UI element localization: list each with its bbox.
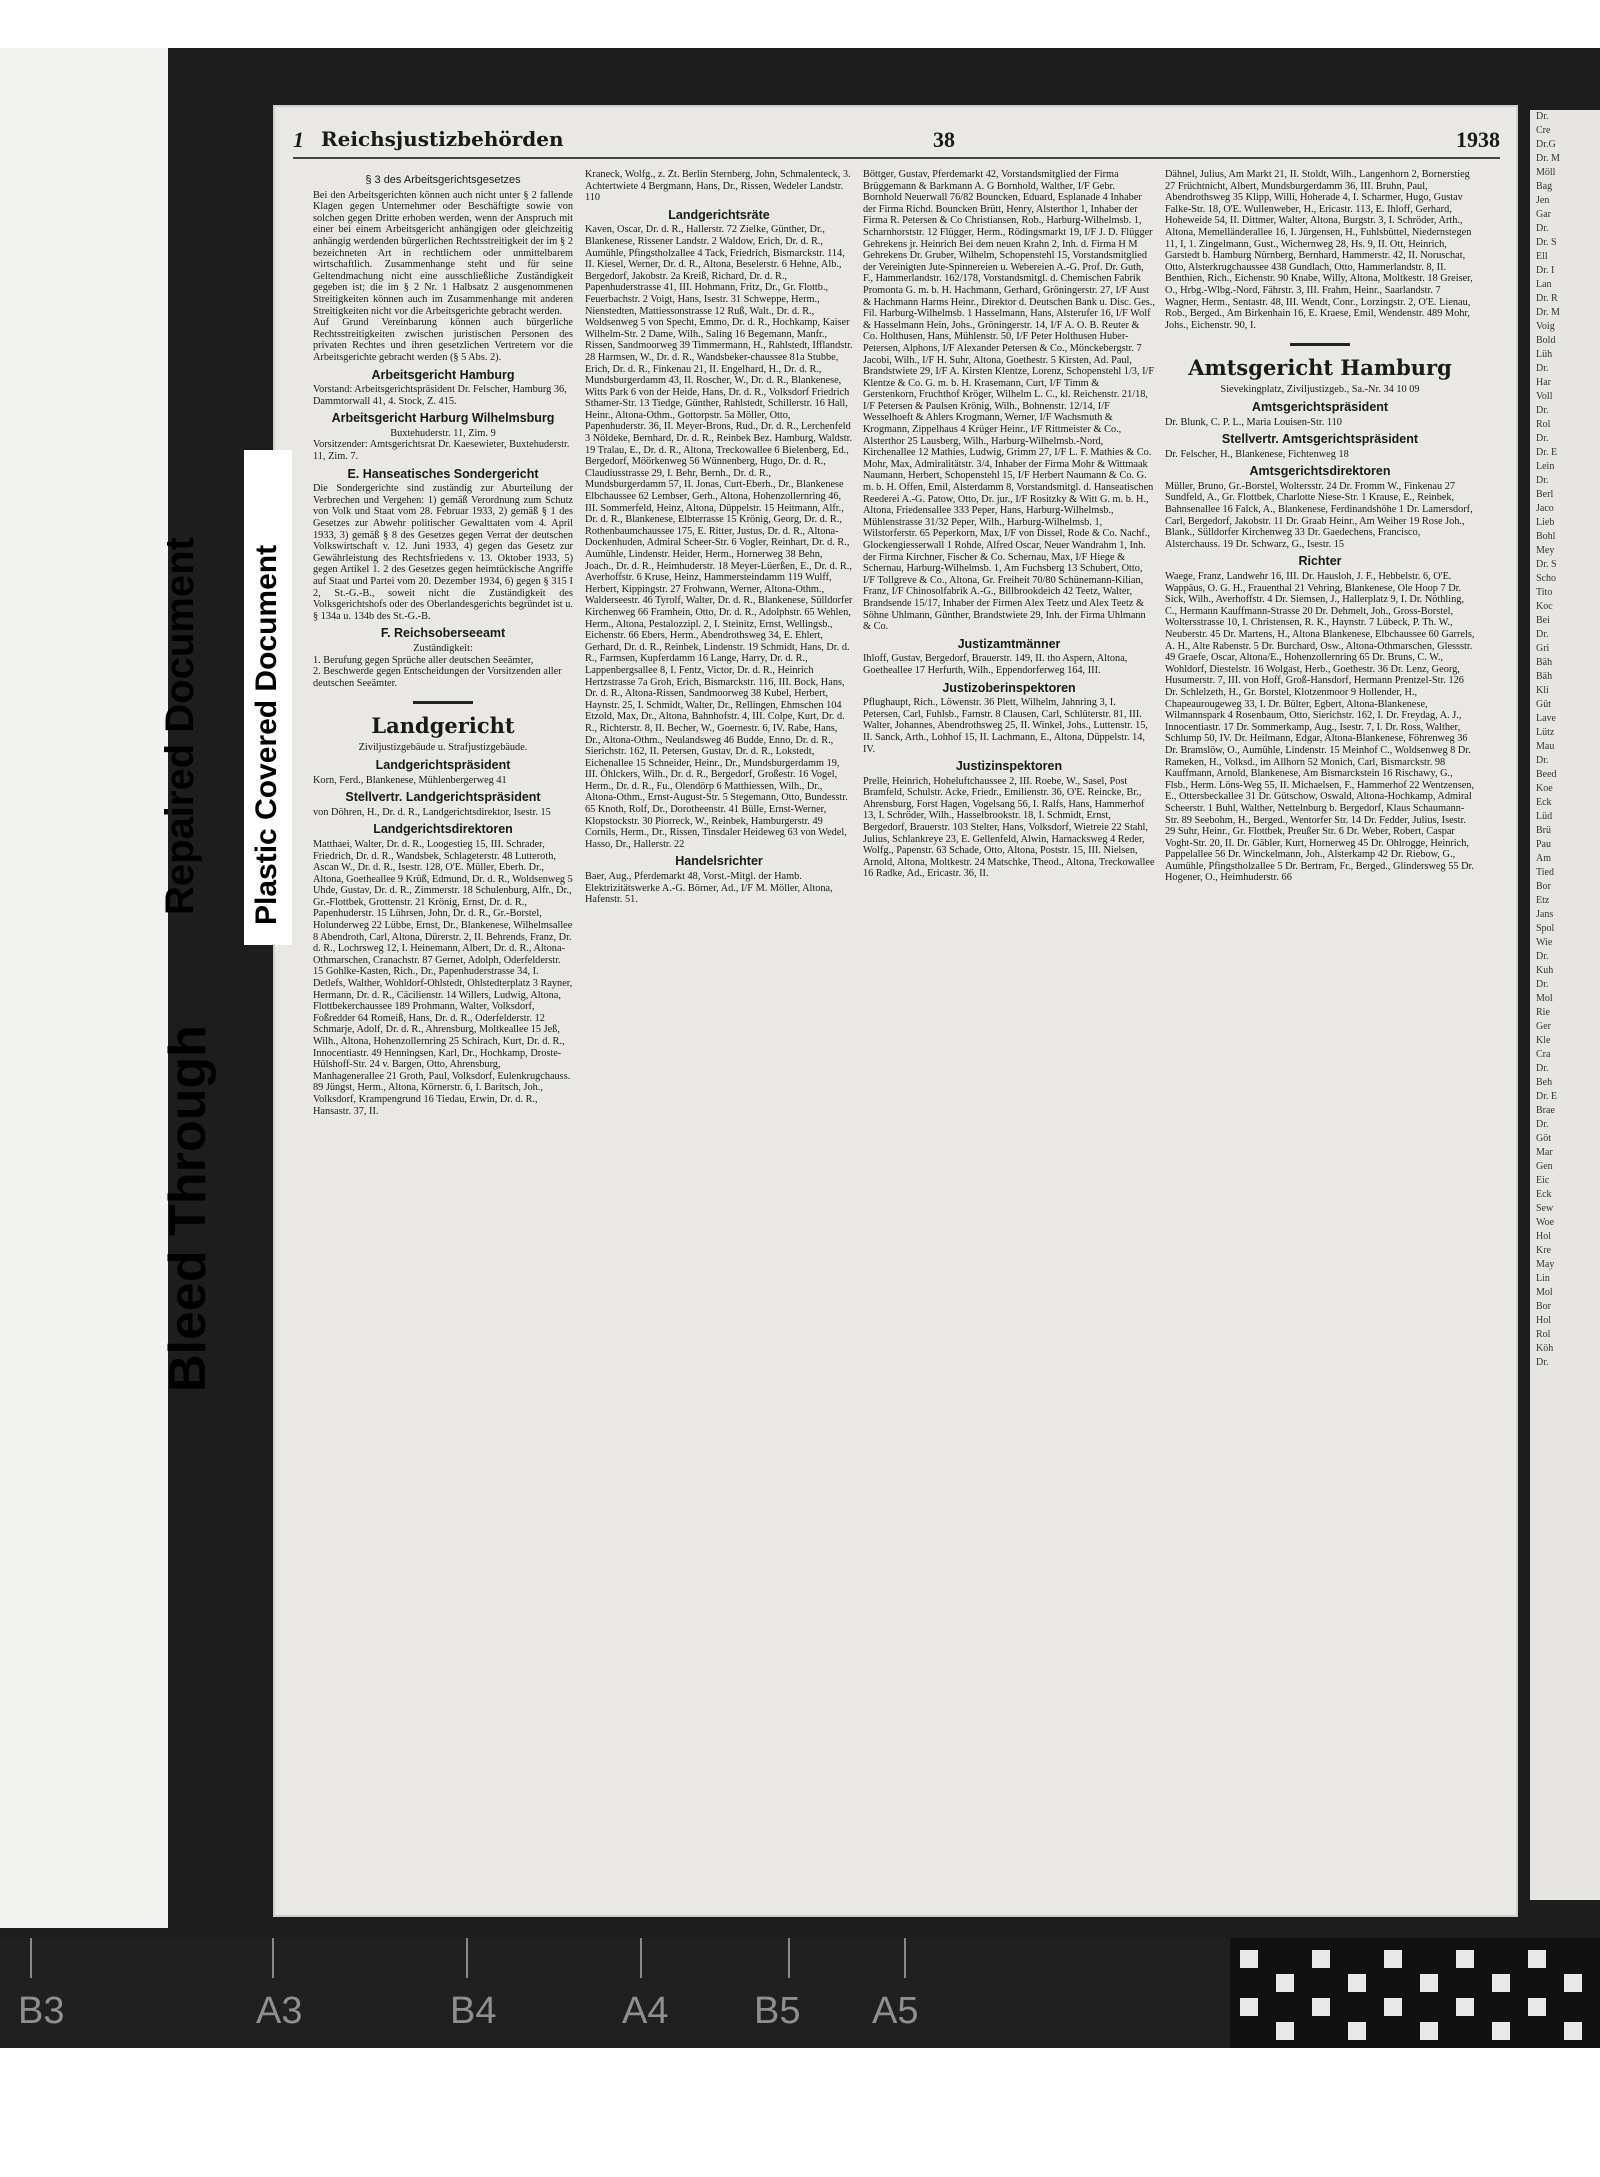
adjacent-page-text: Rie <box>1536 1007 1550 1018</box>
adjacent-page-text: Dr. <box>1536 1357 1549 1368</box>
subheading: Zuständigkeit: <box>413 642 473 654</box>
entry: Dr. Felscher, H., Blankenese, Fichtenweg 18 <box>1165 448 1349 460</box>
adjacent-page-text: Dr. <box>1536 475 1549 486</box>
section-heading: Amtsgerichtsdirektoren <box>1249 464 1391 479</box>
adjacent-page-text: Beh <box>1536 1077 1553 1088</box>
paragraph: Bei den Arbeitsgerichten können auch nicht unter § 2 fallende Klagen gegen Unternehmer oder Beschäftigte sowie von solchen gegen Dritte erhoben werden, wenn der Anspruch mit einer bei einem Arbeitsgericht anhängigen oder gleichzeitig anhängig werdenden bürgerlichen Rechtsstreitigkeit der im § 2 bezeichneten Art in rechtlichem oder unmittelbarem wirtschaftlich. Zusammenhange steht und für seine Geltendmachung nicht eine ausschließliche Zuständigkeit gegeben ist; die im § 2 Nr. 1 Halbsatz 2 ausgenommenen Streitigkeiten können auch im Zusammenhange mit anderen Streitigkeiten nicht vor die Arbeitsgerichte gebracht werden. <box>313 189 573 317</box>
adjacent-page-text: Ger <box>1536 1021 1551 1032</box>
section-heading: § 3 des Arbeitsgerichtsgesetzes <box>365 174 521 186</box>
divider <box>413 701 473 704</box>
adjacent-page-text: Koe <box>1536 783 1553 794</box>
adjacent-page-text: Dr. S <box>1536 559 1557 570</box>
address-line: Buxtehuderstr. 11, Zim. 9 <box>390 427 496 439</box>
calibration-square <box>1492 1974 1510 1992</box>
adjacent-page-text: Göt <box>1536 1133 1551 1144</box>
calibration-square <box>1240 1998 1258 2016</box>
year: 1938 <box>1456 127 1500 152</box>
adjacent-page-text: Bor <box>1536 1301 1551 1312</box>
adjacent-page-text: Dr. M <box>1536 153 1560 164</box>
calibration-square <box>1348 1974 1366 1992</box>
section-heading: E. Hanseatisches Sondergericht <box>347 466 539 481</box>
section-heading: Landgerichtsräte <box>668 207 770 222</box>
adjacent-page-text: Dr. <box>1536 223 1549 234</box>
section-heading: F. Reichsoberseeamt <box>380 626 506 641</box>
calibration-square <box>1420 1974 1438 1992</box>
adjacent-page-text: Kle <box>1536 1035 1551 1046</box>
adjacent-page-text: Eck <box>1536 797 1552 808</box>
page-title: Reichsjustizbehörden <box>321 127 564 151</box>
entry: von Döhren, H., Dr. d. R., Landgerichtsdirektor, Isestr. 15 <box>313 806 551 818</box>
stamp-bleed-through: Bleed Through <box>159 1025 217 1392</box>
adjacent-page-text: Hol <box>1536 1231 1551 1242</box>
adjacent-page-fragment <box>1530 110 1600 1900</box>
calibration-square <box>1312 1950 1330 1968</box>
ruler-tick <box>272 1938 274 1978</box>
adjacent-page-text: Dr.G <box>1536 139 1556 150</box>
adjacent-page-text: Tied <box>1536 867 1554 878</box>
paragraph: Vorstand: Arbeitsgerichtspräsident Dr. Felscher, Hamburg 36, Dammtorwall 41, 4. Stock, Z. 415. <box>313 384 567 407</box>
page-header <box>293 125 1500 159</box>
adjacent-page-text: Dr. M <box>1536 307 1560 318</box>
entry-list: Müller, Bruno, Gr.-Borstel, Woltersstr. 24 Dr. Fromm W., Finkenau 27 Sundfeld, A., Gr. Flottbek, Charlotte Niese-Str. 1 Krause, E., Reinbek, Bahnsenallee 16 Falck, A., Blankenese, Ferdinandshöhe 1 Dr. Lamersdorf, Carl, Bergedorf, Jakobstr. 11 Dr. Graab Heinr., Am Weiher 19 Rose Joh., Blank., Sülldorfer Kirchenweg 33 Dr. Gaedechens, Francisco, Alsterchauss. 19 Dr. Schwarz, G., Isestr. 15 <box>1165 480 1473 550</box>
adjacent-page-text: Bold <box>1536 335 1556 346</box>
section-heading: Justizinspektoren <box>955 759 1063 774</box>
court-heading: Amtsgericht Hamburg <box>1188 355 1452 381</box>
paragraph: Vorsitzender: Amtsgerichtsrat Dr. Kaesewieter, Buxtehuderstr. 11, Zim. 7. <box>313 439 570 463</box>
entry-list: Böttger, Gustav, Pferdemarkt 42, Vorstandsmitglied der Firma Brüggemann & Barkmann A. G Bornhold, Walther, I/F Gebr. Bornhold Neuerwall 76/82 Bouncken, Eduard, Esplanade 4 Inhaber der Firma Richd. Bouncken Brütt, Henry, Alsterthor 1, Inhaber der Firma R. Petersen & Co Christiansen, Rob., Harburg-Wilhelmsb. 1, Scharnhorststr. 12 Flügger, Herm., Rödingsmarkt 19, I/F J. D. Flügger Gehrekens jr. Heinrich Bei dem neuen Krahn 2, Inh. d. Firma H M Gehrekens Dr. Gruber, Wilhelm, Schopenstehl 15, Vorstandsmitglied der Vereinigten Jute-Spinnereien u. Webereien A.-G. Prof. Dr. Guth, F., Hammerlandstr. 162/178, Vorstandsmitgl. d. Chemischen Fabrik Promonta G. m. b. H. Hachmann, Gerhard, Gröningerstr. 27, I/F Aust & Hachmann Harms Heinr., Direktor d. Deutschen Bank u. Disc. Ges., Fil. Harburg-Wilhelmsb. 1 Hasselmann, Hans, Alsterufer 16, I/F Wolf & Hasselmann Hein, Johs., Gröningerstr. 14, I/F A. O. B. Reuter & Co. Holthusen, Hans, Mühlenstr. 50, I/F Peter Holthusen Huber-Petersen, Alphons, I/F Alexander Petersen & Co., Mönckebergstr. 7 Jacobi, Wilh., I/F H. Suhr, Altona, Goethestr. 5 Kirsten, Ad. Paul, Brandstwiete 29, I/F A. Kirsten Klentze, Lorenz, Schopenstehl 1/3, I/F Klentze & Co. G. m. b. H. Krasemann, Curt, I/F Timm & Gerstenkorn, Fruchthof Kröger, Wilhelm L. C., kl. Reichenstr. 21/18, I/F Petersen & Paulsen Krönig, Wilh., Bohnenstr. 12/14, I/F Wesselhoeft & Ahlers Krogmann, Werner, I/F Wachsmuth & Krogmann, Zippelhaus 4 Krüger Heinr., I/F Rittmeister & Co., Alsterthor 25 Lausberg, Wilh., Harburg-Wilhelmsb.-Nord, Kirchenallee 12 Mathies, Ludwig, Grimm 27, I/F L. F. Mathies & Co. Mohr, Max, Admiralitätstr. 3/4, Inhaber der Firma Mohr & Wittmaak Naumann, Herbert, Schopenstehl 15, I/F Herbert Naumann & Co. G. m. b. H. Offen, Emil, Alsterdamm 8, Vorstandsmitgl. d. Hanseatischen Reederei A.-G. Patow, Otto, Dr. jur., I/F Rositzky & Witt G. m. b. H., Altona, Friedensallee 333 Peper, Hans, Harburg-Wilhelmsb., Mühlenstrasse 31/32 Peper, Wilh., Harburg-Wilhelmsb. 1, Wilstorferstr. 65 Peperkorn, Max, I/F von Dissel, Rode & Co. Nachf., Glockengiesserwall 1 Rohde, Alfred Oscar, Neuer Wandrahm 1, Inh. der Firma Kirchner, Fischer & Co. Schernau, Max, I/F Hiege & Schernau, Harburg-Wilhelmsb. 1, Am Fuchsberg 13 Schubert, Otto, I/F Tollgreve & Co., Altona, Gr. Freiheit 70/80 Schünemann-Kilian, Franz, I/F Chinosolfabrik A.-G., Billbrookdeich 42 Teetz, Walter, Brandsende 15/17, Inhaber der Firmen Alex Teetz und Alex Teetz & Söhne Uhlmann, Günther, Brandstwiete 29, Inh. der Firma Uhlmann & Co. <box>863 169 1155 633</box>
ruler-tick <box>640 1938 642 1978</box>
adjacent-page-text: Rol <box>1536 1329 1551 1340</box>
entry-list: Matthaei, Walter, Dr. d. R., Loogestieg 15, III. Schrader, Friedrich, Dr. d. R., Wandsbek, Schlageterstr. 48 Lutteroth, Ascan W., Dr. d. R., Isestr. 128, O'E. Müller, Eberh. Dr., Altona, Goetheallee 9 Krüß, Edmund, Dr. d. R., Woldsenweg 5 Uhde, Gustav, Dr. d. R., Zimmerstr. 18 Schulenburg, Alfr., Dr., Gr.-Flottbek, Grottenstr. 21 Krönig, Ernst, Dr. d. R., Papenhuderstr. 15 Lührsen, John, Dr. d. R., Gr.-Borstel, Holunderweg 22 Lübbe, Ernst, Dr., Blankenese, Wilhelmsallee 8 Abendroth, Carl, Altona, Dürerstr. 2, II. Behrends, Franz, Dr. d. R., Lochrsweg 12, I. Heinemann, Albert, Dr. d. R., Altona-Othmarschen, Cranachstr. 87 Gernet, Adolph, Oderfelderstr. 15 Gohlke-Kasten, Rich., Dr., Papenhuderstrasse 34, I. Detlefs, Walther, Wohldorf-Ohlstedt, Ohlstedterplatz 3 Rayner, Hermann, Dr. d. R., Cäcilienstr. 14 Willers, Ludwig, Altona, Flottbekerchaussee 189 Prohmann, Walter, Volksdorf, Foßredder 64 Romeiß, Hans, Dr. d. R., Oderfelderstr. 12 Schmarje, Adolf, Dr. d. R., Ahrensburg, Moltkeallee 15 Jeß, Wilh., Altona, Hohenzollernring 25 Schirach, Kurt, Dr. d. R., Innocentiastr. 49 Henningsen, Karl, Dr., Hochkamp, Droste-Hülshoff-Str. 24 v. Bargen, Otto, Ahrensburg, Manhagenerallee 21 Groth, Paul, Volksdorf, Eulenkrugchauss. 89 Jüngst, Herm., Altona, Körnerstr. 6, I. Baritsch, Joh., Volksdorf, Krampengrund 16 Tiedau, Erwin, Dr. d. R., Hansastr. 37, II. <box>313 838 573 1117</box>
adjacent-page-text: Mol <box>1536 993 1553 1004</box>
adjacent-page-text: Dr. <box>1536 433 1549 444</box>
adjacent-page-text: Bor <box>1536 881 1551 892</box>
adjacent-page-text: Am <box>1536 853 1551 864</box>
calibration-square <box>1312 1998 1330 2016</box>
adjacent-page-text: Dr. <box>1536 1063 1549 1074</box>
adjacent-page-text: Dr. <box>1536 363 1549 374</box>
column-4 <box>1165 169 1475 1889</box>
adjacent-page-text: Dr. <box>1536 1119 1549 1130</box>
entry-list: Dähnel, Julius, Am Markt 21, II. Stoldt, Wilh., Langenhorn 2, Bornerstieg 27 Früchtnicht, Albert, Mundsburgerdamm 36, III. Bruhn, Paul, Abendrothsweg 35 Klipp, Willi, Hoherade 4, I. Scharmer, Hugo, Gustav Falke-Str. 18, O'E. Wullenweber, H., Ericastr. 113, E. Ihloff, Gerhard, Hoheweide 54, II. Dittmer, Walter, Altona, Burgstr. 3, I. Schröder, Arth., Altona, Memelländerallee 16, I. Jürgensen, H., Fuhlsbüttel, Niedernstegen 11, I, 1. Zingelmann, Gust., Wichernweg 28, Hs. 9, II. Ott, Heinrich, Garstedt b. Hamburg Nürnberg, Bernhard, Hammerstr. 42, II. Noruschat, Otto, Alsterkrugchaussee 438 Gundlach, Otto, Hammerlandstr. 8, II. Benthien, Rich., Eichenstr. 90 Knabe, Willy, Altona, Moltkestr. 18 Greiser, O., Hrbg.-Wlbg.-Nord, Fährstr. 3, III. Frahm, Heinr., Saarlandstr. 7 Wagner, Herm., Sentastr. 48, III. Wendt, Conr., Lorzingstr. 2, O'E. Lienau, Rob., Berged., Am Birkenhain 16, E. Kraese, Emil, Wendenstr. 489 Mohr, Johs., Eichenstr. 90, I. <box>1165 169 1473 331</box>
column-1 <box>313 169 573 1884</box>
list-item: 1. Berufung gegen Sprüche aller deutschen Seeämter, <box>313 654 534 666</box>
section-heading: Arbeitsgericht Harburg Wilhelmsburg <box>331 411 555 426</box>
entry: Korn, Ferd., Blankenese, Mühlenbergerweg 41 <box>313 774 507 786</box>
adjacent-page-text: Dr. E <box>1536 447 1558 458</box>
adjacent-page-text: Köh <box>1536 1343 1554 1354</box>
adjacent-page-text: Jaco <box>1536 503 1554 514</box>
adjacent-page-text: Güt <box>1536 699 1551 710</box>
entry-list: Kaven, Oscar, Dr. d. R., Hallerstr. 72 Zielke, Günther, Dr., Blankenese, Rissener Landstr. 2 Waldow, Erich, Dr. d. R., Aumühle, Pfingstholzallee 4 Tack, Friedrich, Bismarckstr. 114, II. Kiesel, Werner, Dr. d. R., Altona, Beselerstr. 6 Hehne, Alb., Bergedorf, Jakobstr. 2a Kreiß, Richard, Dr. d. R., Papenhuderstrasse 41, III. Hohmann, Fritz, Dr., Gr. Flottb., Feuerbachstr. 2 Voigt, Hans, Isestr. 31 Schweppe, Herm., Nienstedten, Mattiessonstrasse 12 Ruß, Walt., Dr. d. R., Woldsenweg 5 von Specht, Emmo, Dr. d. R., Hochkamp, Kaiser Wilhelm-Str. 2 Dame, Wilh., Saling 16 Begemann, Manfr., Rissen, Sandmoorweg 39 Timmermann, H., Rahlstedt, Ifflandstr. 28 Harmsen, W., Dr. d. R., Wandsbeker-chaussee 81a Stubbe, Erich, Dr. d. R., Finkenau 21, II. Engelhard, H., Dr. d. R., Mundsburgerdamm 43, II. Roscher, W., Dr. d. R., Blankenese, Witts Park 6 von der Heide, Hans, Dr. d. R., Volksdorf Friedrich Sthamer-Str. 13 Tiedge, Günther, Rahlstedt, Schillerstr. 16 Hall, Heinr., Altona-Othm., Gottorpstr. 5a Möller, Otto, Papenhuderstr. 36, II. Meyer-Brons, Rud., Dr. d. R., Lerchenfeld 3 Nöldeke, Bernhard, Dr. d. R., Reinbek Bez. Hamburg, Waldstr. 19 Tralau, E., Dr. d. R., Altona, Treckowallee 6 Bielenberg, Ed., Bergedorf, Möörkenweg 56 Wünnenberg, Hugo, Dr. d. R., Claudiusstrasse 29, I. Behr, Bernh., Dr. d. R., Mundsburgerdamm 57, II. Jonas, Curt-Eberh., Dr., Blankenese Elbchaussee 62 Lembser, Gerh., Altona, Hohenzollernring 46, III. Sommerfeld, Heinz, Altona, Düppelstr. 15 Heitmann, Alfr., Dr. d. R., Blankenese, Elbterrasse 15 Krönig, Georg, Dr. d. R., Rothenbaumchaussee 175, E. Ritter, Justus, Dr. d. R., Altona-Dockenhuden, Admiral Scheer-Str. 6 Vogler, Reinhart, Dr. d. R., Aumühle, Lindenstr. Heider, Herm., Hornerweg 38 Behn, Joach., Dr. d. R., Heimhuderstr. 18 Meyer-Lüerßen, E., Dr. d. R., Averhoffstr. 6 Kruse, Heinz, Hammersteindamm 119 Wulff, Herbert, Kippingstr. 27 Frohwann, Werner, Altona-Othm., Walderseestr. 46 Tyrolf, Walter, Dr. d. R., Blankenese, Sülldorfer Kirchenweg 66 Framhein, Otto, Dr. d. R., Adolphstr. 65 Wehlen, Herm., Altona, Pestalozzipl. 2, I. Steinitz, Ernst, Wellingsb., Eichenstr. 66 Ebers, Herm., Abendrothsweg 34, E. Ehlert, Gerhard, Dr. d. R., Reinbek, Lindenstr. 19 Schmidt, Hans, Dr. d. R., Farmsen, Kupferdamm 16 Lange, Harry, Dr. d. R., Lappenbergsallee 8, I. Fentz, Victor, Dr. d. R., Heinrich Hertzstrasse 7a Groh, Erich, Bismarckstr. 116, III. Bock, Hans, Dr. d. R., Altona-Rissen, Sandmoorweg 38 Kubel, Herbert, Haynstr. 25, I. Schmidt, Walter, Dr., Rellingen, Ehmschen 104 Etzold, Max, Dr., Altona, Bahnhofstr. 4, III. Colpe, Kurt, Dr. d. R., Richterstr. 8, II. Becher, W., Goernestr. 6, IV. Rabe, Hans, Dr., Altona-Othm., Neulandsweg 46 Budde, Enno, Dr. d. R., Sierichstr. 162, II. Petersen, Gustav, Dr. d. R., Lokstedt, Eichenallee 15 Schneider, Heinr., Dr., Mundsburgerdamm 19, III. Öhlckers, Wilh., Dr. d. R., Bergedorf, Großestr. 16 Vogel, Herm., Dr. d. R., Fu., Olendörp 6 Matthiessen, Wilh., Dr., Altona-Othm., Ernst-August-Str. 5 Stegemann, Otto, Bundesstr. 65 Knoth, Rolf, Dr., Dorotheenstr. 41 Bülle, Ernst-Werner, Klopstockstr. 30 Piorreck, W., Reinbek, Hamburgerstr. 49 Cornils, Herm., Dr., Rissen, Tinsdaler Heideweg 63 von Wedel, Hasso, Dr., Hallerstr. 22 <box>585 224 853 850</box>
adjacent-page-text: Bei <box>1536 615 1550 626</box>
adjacent-page-text: Dr. S <box>1536 237 1557 248</box>
list-item: 2. Beschwerde gegen Entscheidungen der Vorsitzenden aller deutschen Seeämter. <box>313 666 562 689</box>
adjacent-page-text: Lüh <box>1536 349 1553 360</box>
page-number: 38 <box>933 127 955 152</box>
calibration-target <box>1230 1938 1600 2048</box>
adjacent-page-text: Lan <box>1536 279 1552 290</box>
adjacent-page-text: Lin <box>1536 1273 1550 1284</box>
adjacent-page-text: Jen <box>1536 195 1550 206</box>
adjacent-page-text: Lave <box>1536 713 1556 724</box>
adjacent-page-text: Mau <box>1536 741 1555 752</box>
calibration-square <box>1348 2022 1366 2040</box>
adjacent-page-text: Eck <box>1536 1189 1552 1200</box>
calibration-square <box>1276 2022 1294 2040</box>
calibration-square <box>1492 2022 1510 2040</box>
volume-number: 1 <box>293 127 304 152</box>
calibration-square <box>1528 1950 1546 1968</box>
adjacent-page-text: Bohl <box>1536 531 1556 542</box>
adjacent-page-text: Dr. <box>1536 405 1549 416</box>
ruler-tick <box>904 1938 906 1978</box>
calibration-square <box>1276 1974 1294 1992</box>
adjacent-page-text: Har <box>1536 377 1551 388</box>
document-page <box>273 105 1518 1917</box>
entry-list: Ihloff, Gustav, Bergedorf, Brauerstr. 149, II. tho Aspern, Altona, Goetheallee 17 Herfurth, Wilh., Eppendorferweg 164, III. <box>863 653 1128 676</box>
section-heading: Justizoberinspektoren <box>942 680 1076 695</box>
adjacent-page-text: Mey <box>1536 545 1555 556</box>
adjacent-page-text: Wie <box>1536 937 1553 948</box>
adjacent-page-text: Ell <box>1536 251 1548 262</box>
adjacent-page-text: Mol <box>1536 1287 1553 1298</box>
adjacent-page-text: Kre <box>1536 1245 1551 1256</box>
adjacent-page-text: Bag <box>1536 181 1553 192</box>
adjacent-page-text: Eic <box>1536 1175 1550 1186</box>
ruler-tick <box>788 1938 790 1978</box>
adjacent-page-text: Sew <box>1536 1203 1554 1214</box>
ruler-label: B5 <box>754 1990 801 2032</box>
adjacent-page-text: Möll <box>1536 167 1556 178</box>
column-2 <box>585 169 853 1889</box>
adjacent-page-text: Dr. I <box>1536 265 1555 276</box>
adjacent-page-text: Dr. <box>1536 755 1549 766</box>
adjacent-page-text: May <box>1536 1259 1555 1270</box>
calibration-square <box>1420 2022 1438 2040</box>
entry-list: Waege, Franz, Landwehr 16, III. Dr. Hausloh, J. F., Hebbelstr. 6, O'E. Wappäus, O. G. H., Frauenthal 21 Vehring, Blankenese, Ole Hoop 7 Dr. Sick, Wilh., Averhoffstr. 4 Dr. Siemsen, J., Hallerplatz 9, I. Dr. Nöthling, C., Hermann Kauffmann-Strasse 20 Dr. Dehmelt, Joh., Gross-Borstel, Woltersstrasse 10, I. Christensen, R. K., Haynstr. 7 Lübeck, P. Th. W., Neuberstr. 45 Dr. Martens, H., Altona Blankenese, Elbchaussee 60 Garrels, A. H., Alte Rabenstr. 5 Dr. Burchard, Osw., Altona-Othmarschen, Glessstr. 49 Graefe, Oscar, Altona/E., Hohenzollernring 65 Dr. Bruns, C. W., Wohldorf, Diestelstr. 16 Wolgast, Herb., Goethestr. 36 Dr. Lenz, Georg, Husumerstr. 7, III. von Hoff, Groß-Hansdorf, Hermann Prentzel-Str. 126 Dr. Schlelzeth, H., Gr. Borstel, Klotzenmoor 9 Hollender, H., Chapeaurougeweg 33, I. Dr. Bülter, Egbert, Altona-Blankenese, Wilmannspark 4 Rosenbaum, Otto, Sierichstr. 162, I. Dr. Freydag, A. J., Innocentiastr. 17 Dr. Sommerkamp, Aug., Isestr. 7, I. Dr. Ross, Walther, Schlump 50, IV. Dr. Heilmann, Edgar, Altona-Blankenese, Föhrenweg 36 Dr. Bramslöw, O., Aumühle, Lindenstr. 15 Meinhof C., Woldsenweg 8 Dr. Rameken, H., Volksd., im Allhorn 52 Monich, Carl, Bismarckstr. 98 Kauffmann, Arnold, Blankenese, Am Bismarckstein 16 Rischawy, G., Flsb., Herm. Löns-Weg 55, II. Michaelsen, F., Hammerhof 22 Wentzensen, E., Ottersbeckallee 31 Dr. Gütschow, Oswald, Altona-Hochkamp, Admiral Scheerstr. 1 Buhl, Walther, Nettelnburg b. Bergedorf, Klaus Schaumann-Str. 89 Seebohm, H., Berged., Wentorfer Str. 14 Dr. Fedder, Julius, Isestr. 29 Suhr, Heinr., Gr. Flottbek, Preußer Str. 6 Dr. Weber, Robert, Caspar Voght-Str. 20, II. Dr. Gäbler, Kurt, Hornerweg 45 Dr. Ohlrogge, Heinrich, Pappelallee 56 Dr. Winckelmann, Joh., Alsterkamp 42 Dr. Riebow, G., Aumühle, Pfingstholzallee 5 Dr. Bertram, Fr., Berged., Glindersweg 55 Dr. Hogener, O., Heimhuderstr. 66 <box>1165 571 1475 884</box>
entry-list: Pflughaupt, Rich., Löwenstr. 36 Plett, Wilhelm, Jahnring 3, I. Petersen, Carl, Fuhlsb., Farnstr. 8 Clausen, Carl, Schlüterstr. 81, III. Walter, Johannes, Abendrothsweg 25, II. Winkel, Johs., Luttenstr. 15, II. Sanck, Arth., Lohhof 15, II. Lachmann, E., Altona, Düppelstr. 14, IV. <box>863 697 1148 755</box>
adjacent-page-text: Bäh <box>1536 657 1553 668</box>
section-heading: Stellvertr. Landgerichtspräsident <box>345 790 541 805</box>
ruler-label: B3 <box>18 1990 65 2032</box>
adjacent-page-text: Lieb <box>1536 517 1555 528</box>
calibration-square <box>1384 1950 1402 1968</box>
adjacent-page-text: Koc <box>1536 601 1553 612</box>
left-margin-strip <box>0 48 168 1928</box>
adjacent-page-text: Hol <box>1536 1315 1551 1326</box>
adjacent-page-text: Woe <box>1536 1217 1555 1228</box>
ruler-label: A4 <box>622 1990 669 2032</box>
divider <box>1290 343 1350 346</box>
adjacent-page-text: Dr. R <box>1536 293 1558 304</box>
adjacent-page-text: Pau <box>1536 839 1551 850</box>
adjacent-page-text: Cra <box>1536 1049 1551 1060</box>
adjacent-page-text: Lein <box>1536 461 1555 472</box>
calibration-square <box>1240 1950 1258 1968</box>
entry-list: Baer, Aug., Pferdemarkt 48, Vorst.-Mitgl. der Hamb. Elektrizitätswerke A.-G. Börner, Ad., I/F M. Möller, Altona, Hafenstr. 51. <box>585 871 833 906</box>
section-heading: Amtsgerichtspräsident <box>1251 399 1389 414</box>
calibration-square <box>1564 1974 1582 1992</box>
adjacent-page-text: Gen <box>1536 1161 1553 1172</box>
adjacent-page-text: Berl <box>1536 489 1554 500</box>
ruler-tick <box>466 1938 468 1978</box>
paragraph: Auf Grund Vereinbarung können auch bürgerliche Rechtsstreitigkeiten zwischen juristischen Personen des privaten Rechtes und ihren gesetzlichen Vertretern vor die Arbeitsgerichte gebracht werden (§ 5 Abs. 2). <box>313 317 573 363</box>
adjacent-page-text: Lüd <box>1536 811 1553 822</box>
adjacent-page-text: Voll <box>1536 391 1553 402</box>
section-heading: Handelsrichter <box>675 854 763 869</box>
entry-list: Kraneck, Wolfg., z. Zt. Berlin Sternberg, John, Schmalenteck, 3. Achtertwiete 4 Bergmann, Hans, Dr., Rissen, Wedeler Landstr. 110 <box>585 169 851 204</box>
adjacent-page-text: Bäh <box>1536 671 1553 682</box>
adjacent-page-text: Beed <box>1536 769 1557 780</box>
adjacent-page-text: Dr. <box>1536 979 1549 990</box>
adjacent-page-text: Voig <box>1536 321 1555 332</box>
adjacent-page-text: Etz <box>1536 895 1550 906</box>
adjacent-page-text: Mar <box>1536 1147 1553 1158</box>
adjacent-page-text: Rol <box>1536 419 1551 430</box>
calibration-square <box>1456 1998 1474 2016</box>
paragraph: Die Sondergerichte sind zuständig zur Aburteilung der Verbrechen und Vergehen: 1) gemäß Verordnung zum Schutz von Volk und Staat vom 28. Februar 1933, 2) gemäß § 1 des Gesetzes zur Abwehr politischer Gewalttaten vom 4. April 1933, 3) gemäß § 8 des Gesetzes gegen Verrat der deutschen Volkswirtschaft v. 12. Juni 1933, 4) gegen das Gesetz zur Gewährleistung des Rechtsfriedens v. 13. Oktober 1933, 5) gegen Artikel 1. 2 des Gesetzes gegen heimtückische Angriffe auf Staat und Partei vom 20. Dezember 1934, 6) gegen § 315 I 2, St.-G.-B., soweit nicht die Zuständigkeit des Volksgerichtshofs oder des Oberlandesgerichts begründet ist u. § 134a u. 134b des St.-G.-B. <box>313 483 573 622</box>
section-heading: Landgerichtspräsident <box>375 757 511 772</box>
address-line: Ziviljustizgebäude u. Strafjustizgebäude. <box>358 742 528 754</box>
calibration-square <box>1384 1998 1402 2016</box>
entry: Dr. Blunk, C. P. L., Maria Louisen-Str. 110 <box>1165 416 1342 428</box>
ruler-tick <box>30 1938 32 1978</box>
adjacent-page-text: Brü <box>1536 825 1551 836</box>
section-heading: Stellvertr. Amtsgerichtspräsident <box>1221 432 1419 447</box>
adjacent-page-text: Dr. E <box>1536 1091 1558 1102</box>
column-3 <box>863 169 1155 1889</box>
adjacent-page-text: Scho <box>1536 573 1556 584</box>
adjacent-page-text: Kuh <box>1536 965 1554 976</box>
adjacent-page-text: Brae <box>1536 1105 1555 1116</box>
adjacent-page-text: Dr. <box>1536 111 1549 122</box>
adjacent-page-text: Dr. <box>1536 951 1549 962</box>
section-heading: Landgerichtsdirektoren <box>373 822 513 837</box>
ruler-label: A5 <box>872 1990 919 2032</box>
ruler-label: A3 <box>256 1990 303 2032</box>
adjacent-page-text: Lütz <box>1536 727 1555 738</box>
adjacent-page-text: Dr. <box>1536 629 1549 640</box>
adjacent-page-text: Kli <box>1536 685 1549 696</box>
calibration-square <box>1528 1998 1546 2016</box>
section-heading: Justizamtmänner <box>957 636 1061 651</box>
adjacent-page-text: Jans <box>1536 909 1554 920</box>
section-heading: Arbeitsgericht Hamburg <box>371 367 515 382</box>
ruler-label: B4 <box>450 1990 497 2032</box>
adjacent-page-text: Gri <box>1536 643 1550 654</box>
scale-ruler <box>0 1938 1600 2048</box>
adjacent-page-text: Cre <box>1536 125 1551 136</box>
section-heading: Richter <box>1298 554 1342 569</box>
stamp-repaired-document: Repaired Document <box>158 537 202 915</box>
adjacent-page-text: Tito <box>1536 587 1553 598</box>
calibration-square <box>1564 2022 1582 2040</box>
adjacent-page-text: Spol <box>1536 923 1555 934</box>
adjacent-page-text: Gar <box>1536 209 1551 220</box>
court-heading: Landgericht <box>371 713 515 739</box>
entry-list: Prelle, Heinrich, Hoheluftchaussee 2, III. Roebe, W., Sasel, Post Bramfeld, Schulstr. Acke, Friedr., Emilienstr. 36, O'E. Reincke, Br., Ahrensburg, Forst Hagen, Vogelsang 56, I. Ralfs, Hans, Hammerhof 13, I. Schröder, Wilh., Hasselbrookstr. 18, I. Schmidt, Ernst, Bergedorf, Brauerstr. 103 Stelter, Hans, Volksdorf, Wietreie 22 Stahl, Julius, Schlankreye 23, E. Gellenfeld, Alwin, Harnacksweg 4 Reder, Wolfg., Papenstr. 63 Schade, Otto, Altona, Poststr. 15, III. Nielsen, Arnold, Altona, Moltkestr. 24 Matschke, Theod., Altona, Treckowallee 16 Radke, Ad., Ericastr. 36, II. <box>863 775 1155 880</box>
address-line: Sievekingplatz, Ziviljustizgeb., Sa.-Nr. 34 10 09 <box>1220 384 1420 396</box>
calibration-square <box>1456 1950 1474 1968</box>
stamp-plastic-covered-document: Plastic Covered Document <box>250 544 283 925</box>
